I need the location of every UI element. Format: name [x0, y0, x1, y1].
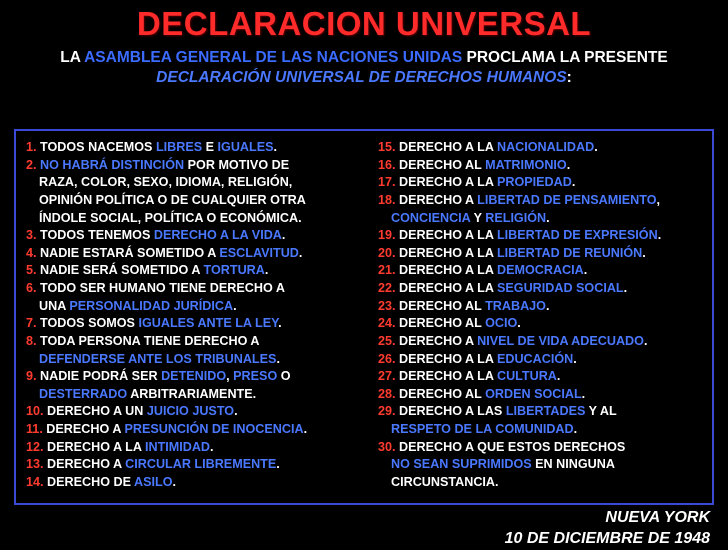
- right-item-keyword: INTIMIDAD: [144, 439, 211, 454]
- right-item-keyword: ASILO: [134, 474, 173, 489]
- right-item-text: .: [517, 316, 521, 331]
- rights-column-right: [364, 131, 712, 503]
- right-item-text: TODOS SOMOS: [36, 316, 139, 331]
- right-item-number: 17.: [378, 175, 396, 190]
- right-item-keyword: SEGURIDAD SOCIAL: [496, 281, 624, 295]
- subtitle-part1: LA: [60, 48, 85, 66]
- right-item-text: DERECHO A QUE ESTOS DERECHOS: [395, 439, 626, 454]
- right-item: [378, 315, 704, 332]
- right-item: [26, 386, 356, 403]
- right-item: [378, 174, 704, 191]
- right-item: [378, 403, 704, 420]
- right-item-text: DERECHO AL: [395, 157, 486, 172]
- right-item-text: Y AL: [585, 404, 617, 419]
- right-item-text: .: [594, 140, 598, 154]
- right-item-keyword: CULTURA: [496, 369, 557, 384]
- right-item: [378, 298, 704, 315]
- right-item-number: 6.: [26, 281, 37, 295]
- right-item: [378, 210, 704, 227]
- right-item-text: .: [643, 333, 648, 348]
- right-item-number: 20.: [378, 245, 396, 260]
- right-item-number: 23.: [378, 298, 396, 313]
- subtitle-highlight-declaration: DECLARACIÓN UNIVERSAL DE DERECHOS HUMANOS: [156, 69, 567, 87]
- right-item: [26, 403, 356, 420]
- right-item-number: 14.: [26, 474, 44, 489]
- right-item-text: .: [573, 422, 578, 436]
- right-item-text: .: [546, 210, 550, 225]
- right-item-keyword: PERSONALIDAD JURÍDICA: [69, 298, 234, 313]
- right-item-text: EN NINGUNA: [531, 457, 615, 472]
- right-item-keyword: JUICIO JUSTO: [146, 404, 235, 419]
- right-item-text: TODO SER HUMANO TIENE DERECHO A: [36, 281, 285, 295]
- right-item: [378, 386, 704, 403]
- right-item: [26, 262, 356, 279]
- right-item-text: .: [571, 175, 576, 190]
- right-item-text: DERECHO A: [395, 333, 478, 348]
- right-item: [26, 245, 356, 262]
- right-item-keyword: OCIO: [485, 316, 518, 331]
- right-item-text: .: [234, 404, 238, 419]
- right-item: [26, 174, 356, 191]
- right-item: [26, 439, 356, 456]
- right-item-keyword: LIBERTAD DE PENSAMIENTO: [477, 192, 657, 207]
- right-item-text: .: [556, 369, 561, 384]
- right-item-keyword: CONCIENCIA: [391, 210, 471, 225]
- right-item-keyword: ESCLAVITUD: [219, 245, 299, 260]
- right-item-text: NADIE SERÁ SOMETIDO A: [36, 263, 204, 278]
- right-item-keyword: EDUCACIÓN: [496, 351, 574, 366]
- right-item-text: .: [566, 157, 571, 172]
- right-item-text: TODOS TENEMOS: [36, 228, 154, 243]
- right-item-text: .: [276, 351, 280, 366]
- rights-column-left: [16, 131, 364, 503]
- right-item-keyword: TORTURA: [203, 263, 265, 278]
- right-item-text: .: [276, 457, 280, 472]
- right-item-text: .: [545, 298, 550, 313]
- right-item-text: DERECHO AL: [395, 298, 486, 313]
- right-item-keyword: NIVEL DE VIDA ADECUADO: [477, 333, 644, 348]
- right-item-number: 29.: [378, 404, 396, 419]
- right-item-text: RAZA, COLOR, SEXO, IDIOMA, RELIGIÓN,: [39, 175, 293, 190]
- right-item-number: 13.: [26, 457, 44, 472]
- right-item-number: 18.: [378, 192, 396, 207]
- right-item-text: .: [273, 140, 278, 154]
- right-item-keyword: CIRCULAR LIBREMENTE: [125, 457, 277, 472]
- right-item-text: .: [278, 316, 282, 331]
- right-item: [26, 298, 356, 315]
- right-item: [26, 351, 356, 368]
- right-item: [26, 280, 356, 297]
- right-item: [378, 192, 704, 209]
- right-item-number: 2.: [26, 157, 37, 172]
- right-item-text: .: [281, 228, 286, 243]
- right-item-number: 27.: [378, 369, 396, 384]
- right-item-number: 9.: [26, 369, 37, 384]
- right-item-text: DERECHO A: [43, 457, 126, 472]
- right-item-text: DERECHO A LAS: [395, 404, 506, 419]
- right-item-number: 10.: [26, 404, 44, 419]
- right-item-number: 30.: [378, 439, 396, 454]
- right-item-text: ÍNDOLE SOCIAL, POLÍTICA O ECONÓMICA.: [39, 210, 302, 225]
- right-item-text: DERECHO A LA: [395, 228, 497, 243]
- right-item-text: .: [581, 386, 586, 401]
- right-item: [378, 245, 704, 262]
- right-item-number: 26.: [378, 351, 396, 366]
- footer: [505, 508, 710, 550]
- rights-panel: [14, 129, 714, 505]
- right-item-keyword: NACIONALIDAD: [496, 140, 595, 154]
- right-item-keyword: NO SEAN SUPRIMIDOS: [391, 457, 532, 472]
- right-item-text: DERECHO A: [42, 422, 125, 436]
- right-item-text: .: [233, 298, 237, 313]
- right-item-text: DERECHO DE: [43, 474, 135, 489]
- right-item-number: 3.: [26, 228, 37, 243]
- right-item-keyword: PRESO: [233, 369, 278, 384]
- right-item-keyword: PRESUNCIÓN DE INOCENCIA: [124, 422, 304, 436]
- subtitle-part2: PROCLAMA LA PRESENTE: [462, 48, 668, 66]
- right-item-text: DERECHO A LA: [395, 263, 497, 278]
- right-item: [378, 227, 704, 244]
- right-item-keyword: RELIGIÓN: [485, 210, 547, 225]
- right-item-text: .: [210, 439, 214, 454]
- right-item: [26, 333, 356, 350]
- right-item-text: .: [642, 245, 646, 260]
- right-item-text: DERECHO A LA: [43, 439, 145, 454]
- right-item-text: DERECHO A LA: [395, 175, 497, 190]
- right-item-text: POR MOTIVO DE: [184, 157, 290, 172]
- right-item-keyword: LIBRES: [155, 140, 203, 154]
- right-item-number: 7.: [26, 316, 37, 331]
- right-item-text: DERECHO A LA: [395, 281, 497, 295]
- right-item-number: 11.: [26, 422, 43, 436]
- right-item: [378, 139, 704, 156]
- right-item-text: TODA PERSONA TIENE DERECHO A: [36, 333, 260, 348]
- right-item-text: DERECHO A UN: [43, 404, 147, 419]
- right-item-text: DERECHO A LA: [395, 245, 497, 260]
- right-item: [26, 421, 356, 438]
- right-item-keyword: LIBERTAD DE REUNIÓN: [496, 245, 643, 260]
- right-item: [378, 421, 704, 438]
- right-item-text: .: [172, 474, 176, 489]
- right-item-text: .: [298, 245, 303, 260]
- right-item-text: Y: [470, 210, 486, 225]
- right-item-text: ARBITRARIAMENTE.: [127, 386, 257, 401]
- right-item-number: 5.: [26, 263, 37, 278]
- right-item-text: .: [264, 263, 269, 278]
- right-item-keyword: IGUALES: [217, 140, 274, 154]
- right-item: [26, 315, 356, 332]
- footer-date: 10 DE DICIEMBRE DE 1948: [504, 529, 710, 547]
- right-item-text: .: [583, 263, 588, 278]
- right-item-text: ,: [226, 369, 234, 384]
- right-item-keyword: DERECHO A LA VIDA: [153, 228, 282, 243]
- right-item-text: DERECHO A LA: [395, 351, 497, 366]
- right-item: [26, 456, 356, 473]
- right-item-keyword: DETENIDO: [161, 369, 227, 384]
- right-item-number: 19.: [378, 228, 396, 243]
- right-item-text: O: [277, 369, 291, 384]
- right-item-keyword: TRABAJO: [485, 298, 546, 313]
- right-item-number: 8.: [26, 333, 37, 348]
- right-item: [26, 192, 356, 209]
- right-item-keyword: ORDEN SOCIAL: [485, 386, 582, 401]
- right-item-number: 22.: [378, 281, 396, 295]
- right-item: [378, 157, 704, 174]
- right-item-number: 4.: [26, 245, 37, 260]
- right-item-keyword: LIBERTADES: [505, 404, 586, 419]
- right-item-keyword: LIBERTAD DE EXPRESIÓN: [496, 228, 658, 243]
- right-item: [378, 474, 704, 491]
- right-item-text: NADIE ESTARÁ SOMETIDO A: [36, 245, 220, 260]
- right-item-text: E: [202, 140, 218, 154]
- footer-city: NUEVA YORK: [605, 509, 710, 526]
- right-item: [26, 139, 356, 156]
- right-item-number: 25.: [378, 333, 396, 348]
- right-item-text: NADIE PODRÁ SER: [36, 369, 162, 384]
- right-item-text: DERECHO AL: [395, 386, 486, 401]
- right-item-text: .: [657, 228, 662, 243]
- right-item: [378, 351, 704, 368]
- subtitle: [0, 42, 728, 89]
- right-item-keyword: PROPIEDAD: [496, 175, 572, 190]
- right-item: [378, 368, 704, 385]
- right-item-keyword: MATRIMONIO: [485, 157, 567, 172]
- right-item-keyword: DEMOCRACIA: [496, 263, 584, 278]
- right-item-text: OPINIÓN POLÍTICA O DE CUALQUIER OTRA: [39, 192, 306, 207]
- right-item-keyword: DESTERRADO: [39, 386, 128, 401]
- subtitle-part3: :: [566, 69, 572, 87]
- right-item: [378, 333, 704, 350]
- right-item-keyword: DEFENDERSE ANTE LOS TRIBUNALES: [39, 351, 277, 366]
- right-item-number: 1.: [26, 140, 37, 154]
- right-item-text: .: [573, 351, 577, 366]
- page-title: DECLARACION UNIVERSAL: [136, 5, 592, 42]
- right-item: [378, 262, 704, 279]
- right-item: [26, 157, 356, 174]
- right-item: [378, 456, 704, 473]
- right-item-text: UNA: [39, 298, 70, 313]
- subtitle-highlight-assembly: ASAMBLEA GENERAL DE LAS NACIONES UNIDAS: [84, 48, 463, 66]
- right-item-keyword: IGUALES ANTE LA LEY: [138, 316, 279, 331]
- right-item-text: .: [303, 422, 308, 436]
- right-item-text: DERECHO A LA: [395, 140, 497, 154]
- right-item-number: 21.: [378, 263, 396, 278]
- right-item-text: TODOS NACEMOS: [36, 140, 156, 154]
- right-item-text: DERECHO A LA: [395, 369, 497, 384]
- right-item-number: 28.: [378, 386, 396, 401]
- right-item-number: 16.: [378, 157, 396, 172]
- right-item: [378, 280, 704, 297]
- right-item-number: 12.: [26, 439, 44, 454]
- right-item: [26, 210, 356, 227]
- right-item-text: DERECHO A: [395, 192, 478, 207]
- right-item: [26, 474, 356, 491]
- right-item: [378, 439, 704, 456]
- right-item-number: 24.: [378, 316, 396, 331]
- right-item-text: DERECHO AL: [395, 316, 486, 331]
- right-item-keyword: NO HABRÁ DISTINCIÓN: [40, 157, 185, 172]
- right-item-number: 15.: [378, 140, 396, 154]
- right-item-keyword: RESPETO DE LA COMUNIDAD: [391, 422, 574, 436]
- right-item-text: .: [623, 281, 628, 295]
- right-item-text: CIRCUNSTANCIA.: [391, 474, 499, 489]
- right-item: [26, 368, 356, 385]
- right-item-text: ,: [656, 192, 661, 207]
- right-item: [26, 227, 356, 244]
